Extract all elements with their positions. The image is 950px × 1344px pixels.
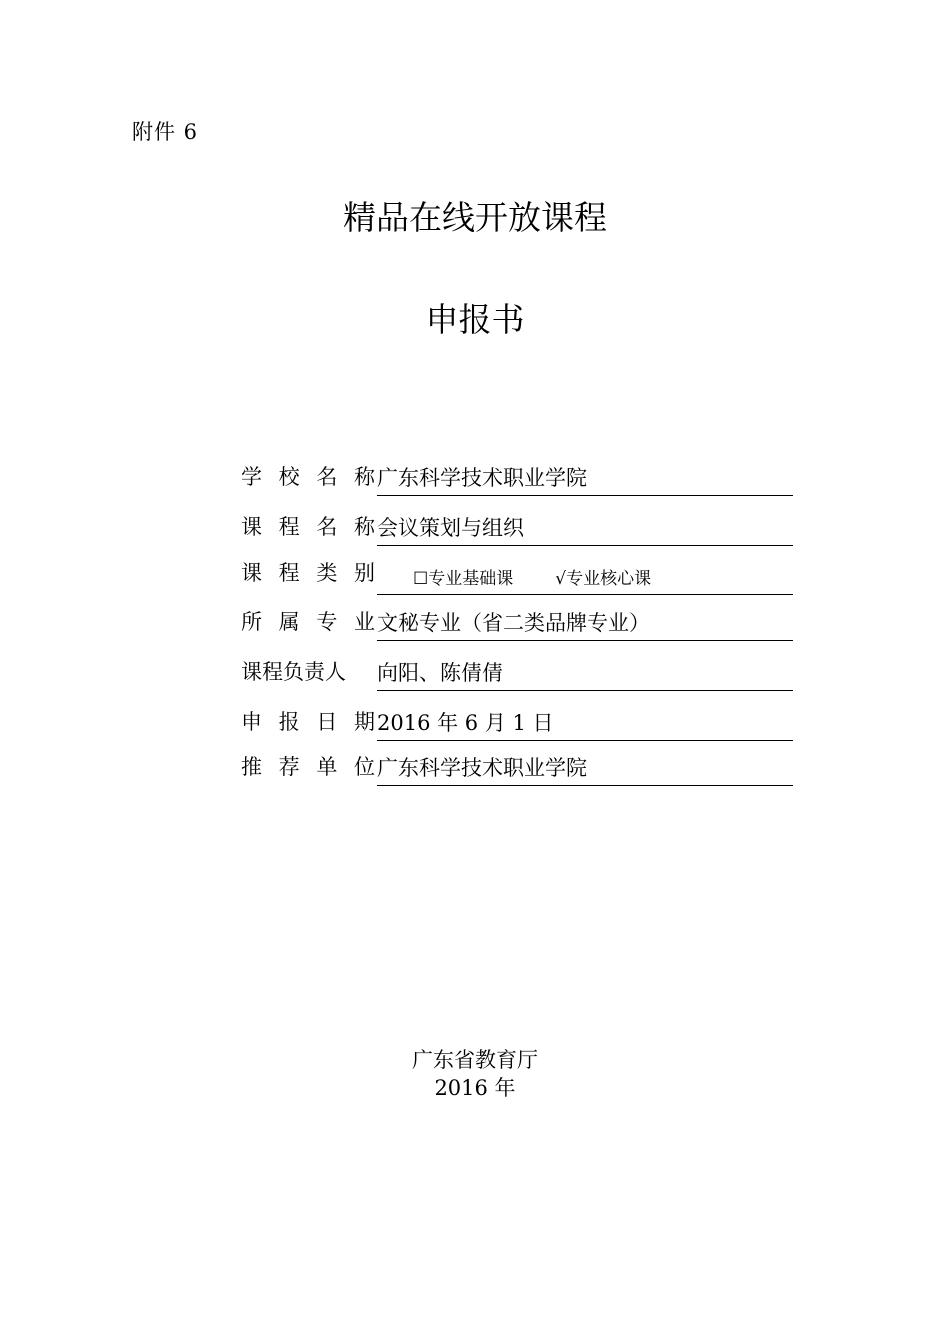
- field-label-course-name: 课 程 名 称: [241, 515, 375, 539]
- field-label-recommending-unit: 推 荐 单 位: [241, 755, 375, 779]
- form-row-recommending-unit: [241, 746, 793, 786]
- document-title: 精品在线开放课程: [343, 198, 607, 237]
- field-label-school-name: 学 校 名 称: [241, 465, 375, 489]
- field-label-major: 所 属 专 业: [241, 610, 375, 634]
- field-value-course-leader: 向阳、陈倩倩: [377, 656, 793, 691]
- unchecked-box-icon: ☐: [413, 569, 429, 589]
- form-row-major: [241, 601, 793, 641]
- form-row-application-date: [241, 701, 793, 741]
- field-value-course-name: 会议策划与组织: [377, 511, 793, 546]
- field-value-school-name: 广东科学技术职业学院: [377, 461, 793, 496]
- field-value-recommending-unit: 广东科学技术职业学院: [377, 751, 793, 786]
- field-value-major: 文秘专业（省二类品牌专业）: [377, 606, 793, 641]
- checkmark-icon: √: [555, 569, 567, 589]
- form-row-course-name: [241, 506, 793, 546]
- issue-year: 2016 年: [434, 1076, 516, 1100]
- footer: [0, 1046, 950, 1102]
- form-row-school-name: [241, 456, 793, 496]
- field-value-application-date: 2016 年 6 月 1 日: [377, 706, 793, 741]
- form-row-course-leader: [241, 651, 793, 691]
- attachment-label: 附件 6: [132, 120, 199, 144]
- option-core-course: √ 专业核心课: [555, 564, 651, 594]
- field-label-application-date: 申 报 日 期: [241, 710, 375, 734]
- option-basic-course: ☐ 专业基础课: [413, 564, 513, 594]
- issuer-name: 广东省教育厅: [412, 1048, 538, 1072]
- field-label-course-leader: 课程负责人: [241, 660, 346, 684]
- field-label-course-category: 课 程 类 别: [241, 561, 375, 585]
- document-subtitle: 申报书: [425, 300, 525, 339]
- form-row-course-category: [241, 555, 793, 595]
- field-value-course-category: [377, 564, 793, 595]
